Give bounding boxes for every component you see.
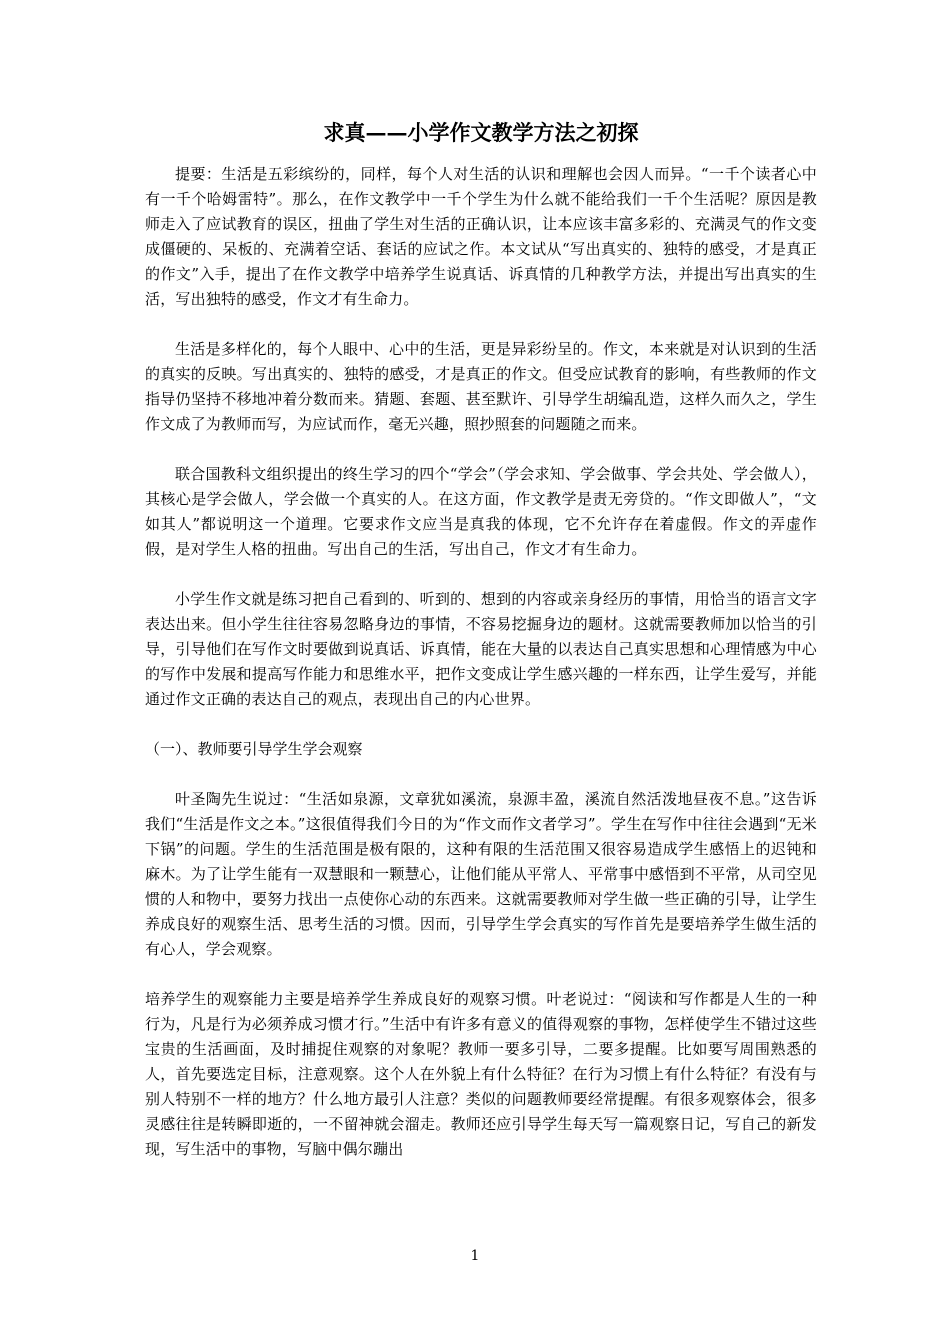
abstract-paragraph: 提要：生活是五彩缤纷的，同样，每个人对生活的认识和理解也会因人而异。“一千个读者心中有一千个哈姆雷特”。那么，在作文教学中一千个学生为什么就不能给我们一千个生活呢？原因是教师走入了应试教育的误区，扭曲了学生对生活的正确认识，让本应该丰富多彩的、充满灵气的作文变成僵硬的、呆板的、充满着空话、套话的应试之作。本文试从“写出真实的、独特的感受，才是真正的作文”入手，提出了在作文教学中培养学生说真话、诉真情的几种教学方法，并提出写出真实的生活，写出独特的感受，作文才有生命力。 [145,165,817,308]
body-paragraph: 小学生作文就是练习把自己看到的、听到的、想到的内容或亲身经历的事情，用恰当的语言文字表达出来。但小学生往往容易忽略身边的事情，不容易挖掘身边的题材。这就需要教师加以恰当的引导，引导他们在写作文时要做到说真话、诉真情，能在大量的以表达自己真实思想和心理情感为中心的写作中发展和提高写作能力和思维水平，把作文变成让学生感兴趣的一样东西，让学生爱写，并能通过作文正确的表达自己的观点，表现出自己的内心世界。 [145,590,817,708]
paragraph-gap [145,562,817,587]
page-number: 1 [470,1248,480,1264]
section-heading: （一）、教师要引导学生学会观察 [145,740,363,758]
paragraph-gap [145,312,817,337]
paragraph-gap [145,437,817,462]
paragraph-gap [145,712,817,737]
paragraph-gap [145,762,817,787]
body-paragraph: 叶圣陶先生说过：“生活如泉源，文章犹如溪流，泉源丰盈，溪流自然活泼地昼夜不息。”这告诉我们“生活是作文之本。”这很值得我们今日的为“作文而作文者学习”。学生在写作中往往会遇到“无米下锅”的问题。学生的生活范围是极有限的，这种有限的生活范围又很容易造成学生感悟上的迟钝和麻木。为了让学生能有一双慧眼和一颗慧心，让他们能从平常人、平常事中感悟到不平常，从司空见惯的人和物中，要努力找出一点使你心动的东西来。这就需要教师对学生做一些正确的引导，让学生养成良好的观察生活、思考生活的习惯。因而，引导学生学会真实的写作首先是要培养学生做生活的有心人，学会观察。 [145,790,817,958]
paragraph-gap [145,962,817,987]
body-paragraph: 联合国教科文组织提出的终生学习的四个“学会”（学会求知、学会做事、学会共处、学会做人），其核心是学会做人，学会做一个真实的人。在这方面，作文教学是责无旁贷的。“作文即做人”，“文如其人”都说明这一个道理。它要求作文应当是真我的体现，它不允许存在着虚假。作文的弄虚作假，是对学生人格的扭曲。写出自己的生活，写出自己，作文才有生命力。 [145,465,817,558]
document-title: 求真——小学作文教学方法之初探 [323,120,639,145]
body-paragraph: 培养学生的观察能力主要是培养学生养成良好的观察习惯。叶老说过：“阅读和写作都是人生的一种行为，凡是行为必须养成习惯才行。”生活中有许多有意义的值得观察的事物，怎样使学生不错过这些宝贵的生活画面，及时捕捉住观察的对象呢？教师一要多引导，二要多提醒。比如要写周围熟悉的人，首先要选定目标，注意观察。这个人在外貌上有什么特征？在行为习惯上有什么特征？有没有与别人特别不一样的地方？什么地方最引人注意？类似的问题教师要经常提醒。有很多观察体会，很多灵感往往是转瞬即逝的，一不留神就会溜走。教师还应引导学生每天写一篇观察日记，写自己的新发现，写生活中的事物，写脑中偶尔蹦出 [145,990,817,1158]
document-page [145,118,817,1162]
body-paragraph: 生活是多样化的，每个人眼中、心中的生活，更是异彩纷呈的。作文，本来就是对认识到的生活的真实的反映。写出真实的、独特的感受，才是真正的作文。但受应试教育的影响，有些教师的作文指导仍坚持不移地冲着分数而来。猜题、套题、甚至默许、引导学生胡编乱造，这样久而久之，学生作文成了为教师而写，为应试而作，毫无兴趣，照抄照套的问题随之而来。 [145,340,817,433]
